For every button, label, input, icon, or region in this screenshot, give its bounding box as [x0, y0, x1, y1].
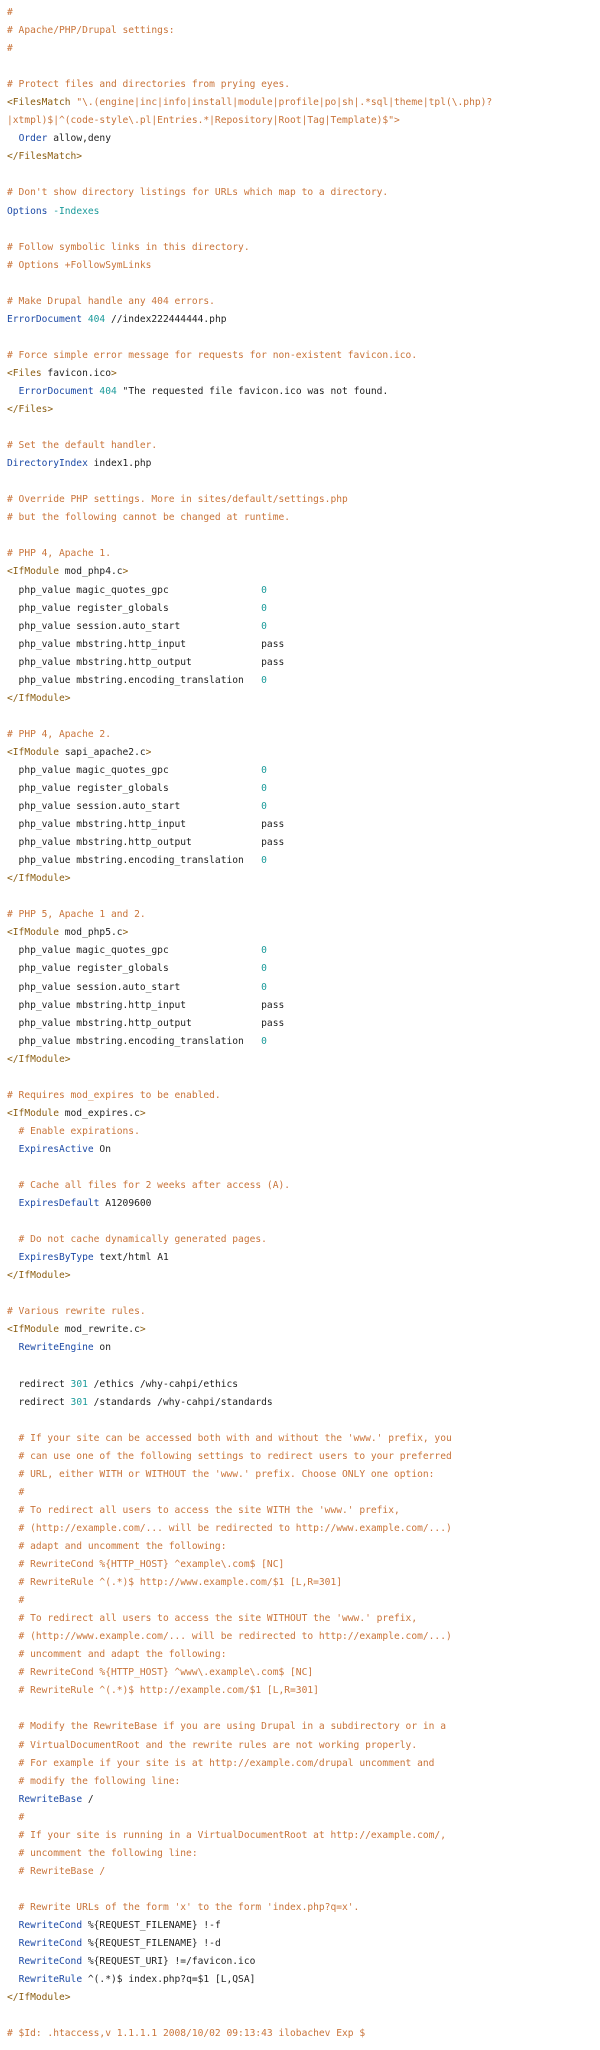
code-text: php_value magic_quotes_gpc: [7, 945, 262, 957]
code-directive: ErrorDocument: [18, 385, 94, 397]
code-comment: # PHP 4, Apache 2.: [7, 728, 111, 740]
code-line: [7, 1303, 600, 1321]
code-tag: </IfModule>: [7, 1992, 71, 2004]
code-line: [7, 293, 600, 311]
code-text: php_value register_globals: [7, 963, 262, 975]
code-comment: # If your site can be accessed both with and without the 'www.' prefix, you: [7, 1432, 452, 1444]
code-text: php_value mbstring.http_input pass: [7, 999, 285, 1011]
code-line: [7, 130, 600, 148]
code-value: 0: [261, 945, 267, 957]
code-text: allow,deny: [47, 133, 111, 145]
code-comment: #: [7, 1486, 25, 1498]
code-comment: # Make Drupal handle any 404 errors.: [7, 295, 215, 307]
code-text: mod_rewrite.c: [58, 1324, 140, 1336]
code-tag: </IfModule>: [7, 1053, 71, 1065]
code-comment: # Follow symbolic links in this directory.: [7, 241, 250, 253]
code-line: [7, 960, 600, 978]
code-value: 0: [261, 963, 267, 975]
code-comment: # RewriteBase /: [7, 1865, 106, 1877]
code-text: [7, 1956, 19, 1967]
code-value: 0: [261, 1035, 267, 1047]
code-line: [7, 1682, 600, 1700]
code-value: 0: [261, 981, 267, 993]
code-text: %{REQUEST_URI} !=/favicon.ico: [82, 1956, 256, 1968]
code-value: 0: [261, 764, 267, 776]
blank-line: [7, 1881, 600, 1899]
code-line: [7, 1520, 600, 1538]
code-line: [7, 816, 600, 834]
code-tag: >: [139, 1324, 146, 1336]
blank-line: [7, 419, 600, 437]
code-text: php_value session.auto_start: [7, 801, 262, 813]
code-text: %{REQUEST_FILENAME} !-f: [82, 1919, 221, 1931]
code-comment: # RewriteCond %{HTTP_HOST} ^www\.example\.com$ [NC]: [7, 1667, 314, 1679]
blank-line: [7, 2007, 600, 2025]
code-text: redirect: [7, 1396, 71, 1408]
code-directive: DirectoryIndex: [7, 458, 88, 470]
code-line: [7, 1123, 600, 1141]
code-value: 0: [261, 674, 267, 686]
code-line: [7, 1935, 600, 1953]
code-text: /ethics /why-cahpi/ethics: [87, 1378, 239, 1390]
code-line: [7, 112, 600, 130]
code-comment: # Override PHP settings. More in sites/default/settings.php: [7, 494, 348, 506]
blank-line: [7, 473, 600, 491]
code-comment: # but the following cannot be changed at runtime.: [7, 512, 291, 524]
code-tag: >: [145, 746, 152, 758]
code-line: [7, 1141, 600, 1159]
code-line: [7, 184, 600, 202]
code-comment: #: [7, 1595, 25, 1607]
blank-line: [7, 1069, 600, 1087]
code-comment: # RewriteRule ^(.*)$ http://example.com/$1 [L,R=301]: [7, 1685, 319, 1697]
code-line: [7, 1971, 600, 1989]
code-comment: #: [7, 7, 13, 18]
code-value: 0: [261, 584, 267, 596]
code-comment: # PHP 5, Apache 1 and 2.: [7, 909, 146, 921]
code-tag: >: [122, 927, 129, 939]
code-comment: # If your site is running in a VirtualDocumentRoot at http://example.com/,: [7, 1829, 446, 1841]
code-value: 0: [261, 602, 267, 614]
code-comment: # Apache/PHP/Drupal settings:: [7, 25, 175, 37]
code-comment: # $Id: .htaccess,v 1.1.1.1 2008/10/02 09:13:43 ilobachev Exp $: [7, 2028, 366, 2040]
code-value: 404: [82, 313, 106, 325]
code-value: 0: [261, 801, 267, 813]
code-comment: # URL, either WITH or WITHOUT the 'www.' prefix. Choose ONLY one option:: [7, 1468, 435, 1480]
code-line: [7, 437, 600, 455]
code-text: [7, 1974, 19, 1985]
code-comment: # Set the default handler.: [7, 440, 158, 452]
code-text: [7, 1794, 19, 1805]
code-comment: "\.(engine|inc|info|install|module|profile|po|sh|.*sql|theme|tpl(\.php)?: [70, 97, 493, 109]
code-line: [7, 852, 600, 870]
code-line: [7, 76, 600, 94]
code-line: [7, 1177, 600, 1195]
code-line: [7, 780, 600, 798]
code-line: [7, 1917, 600, 1935]
code-text: php_value register_globals: [7, 783, 262, 795]
code-comment: # Do not cache dynamically generated pages.: [7, 1234, 267, 1246]
code-line: [7, 311, 600, 329]
code-comment: # RewriteCond %{HTTP_HOST} ^example\.com$ [NC]: [7, 1559, 285, 1571]
code-line: [7, 834, 600, 852]
code-text: php_value mbstring.encoding_translation: [7, 674, 262, 686]
code-comment: # PHP 4, Apache 1.: [7, 548, 111, 560]
code-tag: >: [139, 1107, 146, 1119]
code-value: 0: [261, 620, 267, 632]
code-line: [7, 924, 600, 942]
code-comment: # Requires mod_expires to be enabled.: [7, 1089, 221, 1101]
code-comment: # Don't show directory listings for URLs which map to a directory.: [7, 187, 389, 199]
code-line: [7, 1791, 600, 1809]
code-line: [7, 257, 600, 275]
code-comment: #: [7, 43, 13, 55]
code-line: [7, 1015, 600, 1033]
code-line: [7, 1574, 600, 1592]
code-text: text/html A1: [93, 1252, 169, 1264]
code-comment: # Protect files and directories from prying eyes.: [7, 79, 291, 91]
code-line: [7, 94, 600, 112]
code-line: [7, 1394, 600, 1412]
code-comment: # Force simple error message for requests for non-existent favicon.ico.: [7, 349, 418, 361]
code-line: [7, 1863, 600, 1881]
code-comment: # To redirect all users to access the site WITH the 'www.' prefix,: [7, 1504, 400, 1516]
code-line: [7, 1538, 600, 1556]
code-line: [7, 762, 600, 780]
blank-line: [7, 58, 600, 76]
code-comment: |xtmpl)$|^(code-style\.pl|Entries.*|Repository|Root|Tag|Template)$">: [7, 115, 400, 127]
code-directive: RewriteCond: [18, 1938, 83, 1950]
code-line: [7, 491, 600, 509]
code-line: [7, 906, 600, 924]
code-comment: # VirtualDocumentRoot and the rewrite rules are not working properly.: [7, 1739, 418, 1751]
code-line: [7, 1953, 600, 1971]
code-line: [7, 1051, 600, 1069]
code-line: [7, 347, 600, 365]
code-value: 404: [93, 385, 117, 397]
code-text: php_value session.auto_start: [7, 981, 262, 993]
blank-line: [7, 888, 600, 906]
code-comment: # To redirect all users to access the site WITHOUT the 'www.' prefix,: [7, 1613, 418, 1625]
blank-line: [7, 329, 600, 347]
code-line: [7, 1502, 600, 1520]
code-tag: <IfModule: [7, 1324, 59, 1336]
code-line: [7, 563, 600, 581]
code-line: [7, 1466, 600, 1484]
code-comment: # RewriteRule ^(.*)$ http://www.example.com/$1 [L,R=301]: [7, 1577, 343, 1589]
code-line: [7, 1610, 600, 1628]
code-text: ^(.*)$ index.php?q=$1 [L,QSA]: [82, 1974, 256, 1986]
code-line: [7, 455, 600, 473]
blank-line: [7, 1159, 600, 1177]
code-text: php_value mbstring.encoding_translation: [7, 855, 262, 867]
code-line: [7, 654, 600, 672]
code-line: [7, 4, 600, 22]
code-line: [7, 1339, 600, 1357]
code-comment: # Modify the RewriteBase if you are using Drupal in a subdirectory or in a: [7, 1721, 446, 1733]
code-line: [7, 636, 600, 654]
code-text: index1.php: [87, 458, 152, 470]
code-text: [7, 1252, 19, 1263]
code-line: [7, 1899, 600, 1917]
code-comment: #: [7, 1811, 25, 1823]
code-tag: <IfModule: [7, 746, 59, 758]
code-line: [7, 1195, 600, 1213]
code-text: php_value mbstring.http_output pass: [7, 656, 285, 668]
blank-line: [7, 166, 600, 184]
code-text: [7, 1920, 19, 1931]
code-directive: Options: [7, 205, 48, 217]
code-text: php_value register_globals: [7, 602, 262, 614]
code-line: [7, 1809, 600, 1827]
code-line: [7, 1664, 600, 1682]
code-directive: RewriteEngine: [18, 1342, 94, 1354]
code-text: php_value mbstring.http_output pass: [7, 1017, 285, 1029]
code-line: [7, 365, 600, 383]
code-comment: # Options +FollowSymLinks: [7, 259, 152, 271]
code-tag: </Files>: [7, 404, 54, 416]
blank-line: [7, 1412, 600, 1430]
code-text: [7, 1144, 19, 1155]
code-comment: # For example if your site is at http://example.com/drupal uncomment and: [7, 1757, 435, 1769]
code-text: mod_php5.c: [58, 927, 123, 939]
code-line: [7, 1755, 600, 1773]
code-text: php_value session.auto_start: [7, 620, 262, 632]
code-tag: <IfModule: [7, 927, 59, 939]
blank-line: [7, 527, 600, 545]
code-line: [7, 1845, 600, 1863]
code-line: [7, 1448, 600, 1466]
code-text: [7, 1938, 19, 1949]
code-comment: # uncomment the following line:: [7, 1847, 198, 1859]
code-line: [7, 690, 600, 708]
code-line: [7, 997, 600, 1015]
code-line: [7, 798, 600, 816]
blank-line: [7, 1213, 600, 1231]
code-tag: <IfModule: [7, 1107, 59, 1119]
code-line: [7, 1737, 600, 1755]
code-tag: <Files: [7, 367, 42, 379]
code-value: 301: [70, 1396, 88, 1408]
code-text: favicon.ico: [41, 367, 111, 379]
code-comment: # Rewrite URLs of the form 'x' to the form 'index.php?q=x'.: [7, 1901, 360, 1913]
code-line: [7, 1592, 600, 1610]
code-text: "The requested file favicon.ico was not found.: [116, 385, 389, 397]
code-line: [7, 545, 600, 563]
code-tag: <IfModule: [7, 566, 59, 578]
code-line: [7, 1646, 600, 1664]
code-text: [7, 133, 19, 144]
code-line: [7, 1430, 600, 1448]
code-line: [7, 1249, 600, 1267]
code-line: [7, 1087, 600, 1105]
code-line: [7, 942, 600, 960]
code-value: 301: [70, 1378, 88, 1390]
code-text: php_value magic_quotes_gpc: [7, 764, 262, 776]
code-tag: </IfModule>: [7, 1270, 71, 1282]
code-comment: # modify the following line:: [7, 1775, 181, 1787]
code-line: [7, 672, 600, 690]
code-text: php_value mbstring.encoding_translation: [7, 1035, 262, 1047]
blank-line: [7, 1358, 600, 1376]
code-directive: RewriteCond: [18, 1919, 83, 1931]
code-text: %{REQUEST_FILENAME} !-d: [82, 1938, 221, 1950]
code-line: [7, 239, 600, 257]
code-line: [7, 618, 600, 636]
code-text: mod_php4.c: [58, 566, 123, 578]
code-text: php_value mbstring.http_output pass: [7, 837, 285, 849]
code-line: [7, 1376, 600, 1394]
code-line: [7, 40, 600, 58]
code-tag: >: [122, 566, 129, 578]
code-text: /standards /why-cahpi/standards: [87, 1396, 273, 1408]
code-text: /: [82, 1793, 94, 1805]
code-text: php_value magic_quotes_gpc: [7, 584, 262, 596]
code-text: mod_expires.c: [58, 1107, 140, 1119]
code-value: 0: [261, 783, 267, 795]
blank-line: [7, 1700, 600, 1718]
code-comment: # adapt and uncomment the following:: [7, 1540, 227, 1552]
code-line: [7, 1033, 600, 1051]
code-tag: >: [110, 367, 117, 379]
code-comment: # (http://www.example.com/... will be redirected to http://example.com/...): [7, 1631, 452, 1643]
code-line: [7, 1321, 600, 1339]
code-value: -Indexes: [47, 205, 100, 217]
code-line: [7, 383, 600, 401]
code-tag: <FilesMatch: [7, 97, 71, 109]
code-directive: ErrorDocument: [7, 313, 83, 325]
code-line: [7, 1628, 600, 1646]
code-line: [7, 744, 600, 762]
code-directive: Order: [18, 133, 48, 145]
code-line: [7, 22, 600, 40]
code-value: 0: [261, 855, 267, 867]
code-line: [7, 600, 600, 618]
code-line: [7, 1556, 600, 1574]
code-line: [7, 401, 600, 419]
code-directive: RewriteCond: [18, 1956, 83, 1968]
code-text: //index222444444.php: [105, 313, 227, 325]
code-text: redirect: [7, 1378, 71, 1390]
code-comment: # Various rewrite rules.: [7, 1306, 146, 1318]
code-text: On: [93, 1143, 111, 1155]
code-line: [7, 1105, 600, 1123]
code-tag: </FilesMatch>: [7, 151, 83, 163]
code-directive: RewriteRule: [18, 1974, 83, 1986]
code-line: [7, 1484, 600, 1502]
code-line: [7, 1267, 600, 1285]
code-comment: # Enable expirations.: [7, 1125, 140, 1137]
code-line: [7, 1827, 600, 1845]
code-line: [7, 203, 600, 221]
code-comment: # can use one of the following settings to redirect users to your preferred: [7, 1450, 452, 1462]
code-line: [7, 870, 600, 888]
blank-line: [7, 1285, 600, 1303]
code-comment: # (http://example.com/... will be redirected to http://www.example.com/...): [7, 1522, 452, 1534]
code-line: [7, 726, 600, 744]
code-text: on: [93, 1342, 111, 1354]
code-text: php_value mbstring.http_input pass: [7, 638, 285, 650]
code-comment: # uncomment and adapt the following:: [7, 1649, 227, 1661]
code-tag: </IfModule>: [7, 873, 71, 885]
code-line: [7, 509, 600, 527]
code-comment: # Cache all files for 2 weeks after access (A).: [7, 1180, 291, 1192]
code-line: [7, 1718, 600, 1736]
code-line: [7, 1989, 600, 2007]
blank-line: [7, 275, 600, 293]
code-line: [7, 979, 600, 997]
code-line: [7, 1231, 600, 1249]
code-directive: ExpiresByType: [18, 1252, 94, 1264]
code-text: [7, 1342, 19, 1353]
code-tag: </IfModule>: [7, 692, 71, 704]
code-directive: RewriteBase: [18, 1793, 83, 1805]
code-line: [7, 582, 600, 600]
blank-line: [7, 221, 600, 239]
code-text: [7, 386, 19, 397]
code-text: sapi_apache2.c: [58, 746, 146, 758]
code-text: [7, 1198, 19, 1209]
code-line: [7, 148, 600, 166]
code-text: php_value mbstring.http_input pass: [7, 819, 285, 831]
blank-line: [7, 708, 600, 726]
code-directive: ExpiresDefault: [18, 1198, 100, 1210]
code-text: A1209600: [99, 1198, 152, 1210]
code-line: [7, 2025, 600, 2043]
code-directive: ExpiresActive: [18, 1143, 94, 1155]
code-line: [7, 1773, 600, 1791]
